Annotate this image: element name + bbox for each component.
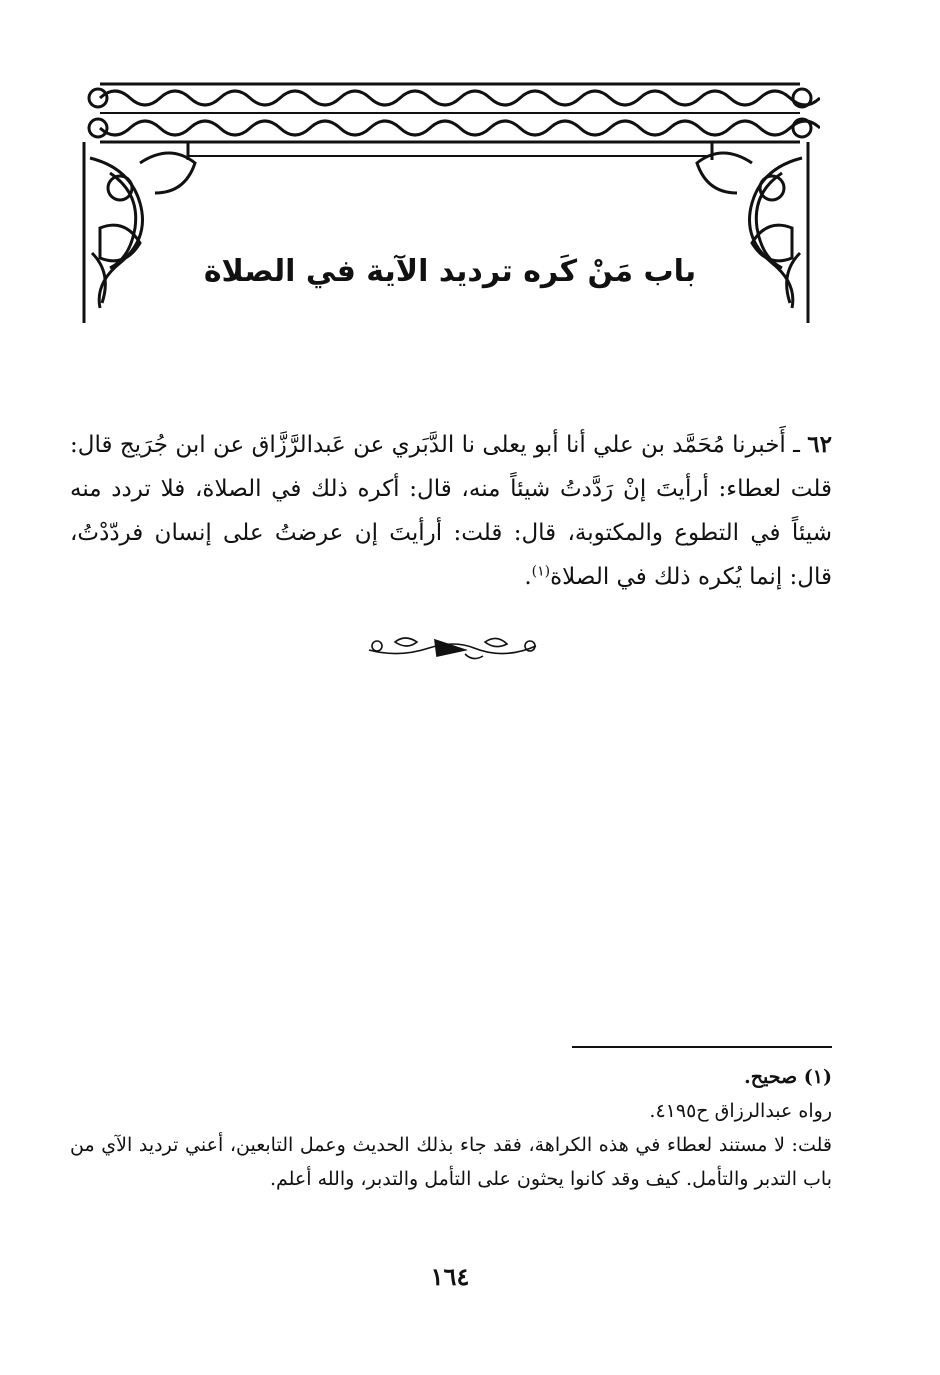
chapter-title: باب مَنْ كَره ترديد الآية في الصلاة (203, 254, 697, 289)
hadith-text: ـ أَخبرنا مُحَمَّد بن علي أنا أبو يعلى نا الدَّبَري عن عَبدالرَّزَّاق عن ابن جُرَيج قال: قلت لعطاء: أرأيتَ إنْ رَدَّدتُ شيئاً منه، قال: أكره ذلك في الصلاة، فلا تردد منه شيئاً في التطوع والمكتوبة، قال: قلت: أرأيتَ إن عرضتُ على إنسان فردّدْتُ، قال: إنما يُكره ذلك في الصلاة (70, 432, 832, 590)
footnotes-section (70, 1060, 832, 1196)
hadith-number: ٦٢ (807, 431, 832, 458)
footnote-comment: قلت: لا مستند لعطاء في هذه الكراهة، فقد جاء بذلك الحديث وعمل التابعين، أعني ترديد الآي من باب التدبر والتأمل. كيف وقد كانوا يحثون على التأمل والتدبر، والله أعلم. (70, 1134, 832, 1190)
hadith-end-punctuation: . (524, 564, 532, 590)
flourish-icon (365, 628, 540, 668)
page-number: ١٦٤ (430, 1262, 470, 1291)
footnote-grade: (١) صحيح. (744, 1066, 832, 1088)
footnote-marker[interactable]: (١) (531, 563, 551, 580)
decorative-separator (365, 628, 540, 668)
hadith-paragraph (70, 423, 832, 599)
footnote-divider (572, 1046, 832, 1048)
footnote-source: رواه عبدالرزاق ح٤١٩٥. (649, 1100, 832, 1122)
